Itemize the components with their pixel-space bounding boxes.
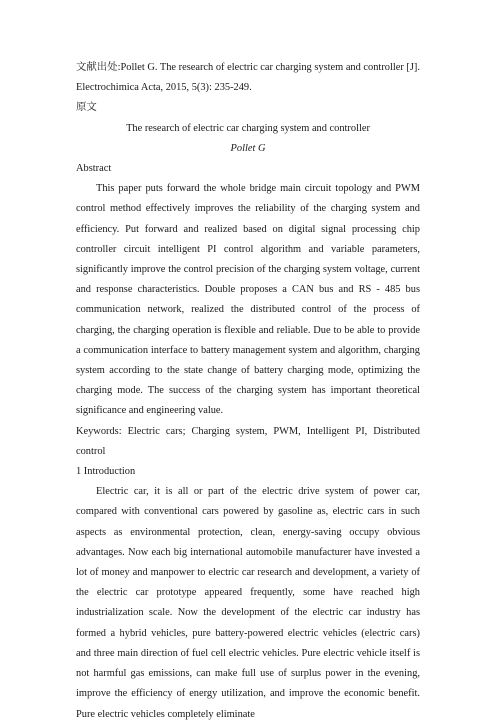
paper-title: The research of electric car charging system and controller: [126, 122, 370, 134]
original-label: 原文: [76, 102, 97, 114]
abstract-heading: Abstract: [76, 163, 112, 175]
introduction-text: Electric car, it is all or part of the electric drive system of power car, compared with conventional cars powered by gasoline as, electric cars in such aspects as environmental protection, clean, energy-saving occupy obvious advantages. Now each big international automobile manufacturer have invested a lot of money and manpower to electric car research and development, a variety of the electric car prototype appeared frequently, some have reached high industrialization scale. Now the development of the electric car industry has formed a hybrid vehicles, pure battery-powered electric vehicles (electric cars) and three main direction of fuel cell electric vehicles. Pure electric vehicle itself is not harmful gas emissions, can make full use of surplus power in the evening, improve the efficiency of energy utilization, and improve the economic benefit. Pure electric vehicles completely eliminate: [76, 486, 420, 720]
paper-author: Pollet G: [230, 142, 266, 154]
section-heading: 1 Introduction: [76, 466, 136, 478]
abstract-text: This paper puts forward the whole bridge main circuit topology and PWM control method effectively improves the reliability of the charging system and efficiency. Put forward and realized based on digital signal processing chip controller circuit intelligent PI control algorithm and variable parameters, significantly improve the control precision of the charging system voltage, current and response characteristics. Double proposes a CAN bus and RS - 485 bus communication network, realized the distributed control of the process of charging, the charging operation is flexible and reliable. Due to be able to provide a communication interface to battery management system and algorithm, charging system according to the state change of battery charging mode, optimizing the charging mode. The success of the charging system has important theoretical significance and engineering value.: [76, 183, 420, 417]
keywords: Keywords: Electric cars; Charging system, PWM, Intelligent PI, Distributed control: [76, 425, 420, 457]
citation: 文献出处:Pollet G. The research of electric car charging system and controller [J]. Electrochimica Acta, 2015, 5(3): 235-249.: [76, 62, 420, 94]
